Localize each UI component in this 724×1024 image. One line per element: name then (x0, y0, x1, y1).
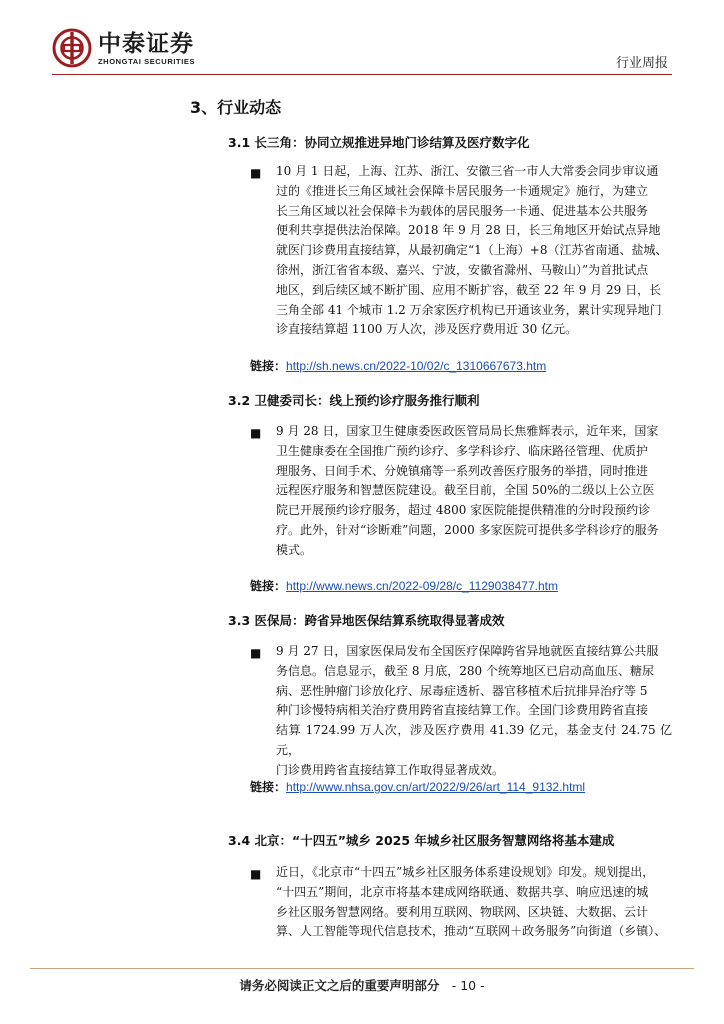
paragraph-line: 9 月 27 日，国家医保局发布全国医疗保障跨省异地就医直接结算公共服 (276, 644, 659, 658)
paragraph-line: 诊直接结算超 1100 万人次，涉及医疗费用近 30 亿元。 (276, 322, 578, 337)
paragraph (276, 863, 672, 942)
paragraph-line: 过的《推进长三角区域社会保障卡居民服务一卡通规定》施行，为建立 (276, 183, 649, 198)
source-link-row (250, 357, 546, 374)
paragraph-line: 徐州，浙江省省本级、嘉兴、宁波，安徽省滁州、马鞍山）”为首批试点 (276, 262, 649, 277)
zhongtai-logo-icon (52, 28, 92, 68)
paragraph (276, 422, 672, 561)
paragraph-line: 远程医疗服务和智慧医院建设。截至目前，全国 50%的二级以上公立医 (276, 483, 655, 498)
paragraph-line: 9 月 28 日，国家卫生健康委医政医管局局长焦雅辉表示，近年来，国家 (276, 424, 659, 438)
section-title: 3、行业动态 (190, 98, 282, 117)
source-link-row (250, 577, 558, 594)
source-link[interactable]: http://www.news.cn/2022-09/28/c_1129038477.htm (286, 579, 558, 593)
paragraph-line: 近日，《北京市“十四五”城乡社区服务体系建设规划》印发。规划提出， (276, 865, 655, 879)
paragraph-line: 理服务、日间手术、分娩镇痛等一系列改善医疗服务的举措，同时推进 (276, 463, 649, 478)
link-label: 链接： (250, 579, 287, 593)
paragraph-line: 务信息。信息显示，截至 8 月底，280 个统筹地区已启动高血压、糖尿 (276, 663, 654, 678)
subsection-heading: 3.2 卫健委司长：线上预约诊疗服务推行顺利 (228, 393, 480, 408)
paragraph-line: 门诊费用跨省直接结算工作取得显著成效。 (276, 762, 505, 777)
paragraph-line: 院已开展预约诊疗服务，超过 4800 家医院能提供精准的分时段预约诊 (276, 503, 651, 518)
paragraph-line: 乡社区服务智慧网络。要利用互联网、物联网、区块链、大数据、云计 (276, 904, 649, 919)
brand-logo (52, 28, 195, 68)
bullet-square-icon: ■ (250, 867, 262, 881)
paragraph-line: 就医门诊费用直接结算，从最初确定“1（上海）+8（江苏省南通、盐城、 (276, 243, 668, 258)
paragraph-line: “十四五”期间，北京市将基本建成网络联通、数据共享、响应迅速的城 (276, 884, 649, 899)
paragraph-line: 10 月 1 日起，上海、江苏、浙江、安徽三省一市人大常委会同步审议通 (276, 164, 659, 178)
paragraph-line: 结算 1724.99 万人次，涉及医疗费用 41.39 亿元，基金支付 24.75 亿元， (276, 723, 672, 757)
paragraph-line: 算、人工智能等现代信息技术，推动“互联网＋政务服务”向街道（乡镇）、 (276, 924, 667, 939)
paragraph (276, 162, 672, 340)
paragraph-line: 病、恶性肿瘤门诊放化疗、尿毒症透析、器官移植术后抗排异治疗等 5 (276, 683, 648, 698)
subsection-heading: 3.3 医保局：跨省异地医保结算系统取得显著成效 (228, 613, 505, 628)
footer-divider (30, 968, 694, 969)
logo-chinese-name: 中泰证券 (98, 30, 194, 57)
page-number: - 10 - (451, 978, 485, 993)
link-label: 链接： (250, 359, 287, 373)
paragraph-line: 长三角区域以社会保障卡为载体的居民服务一卡通、促进基本公共服务 (276, 203, 649, 218)
paragraph-line: 三角全部 41 个城市 1.2 万余家医疗机构已开通该业务，累计实现异地门 (276, 302, 662, 317)
source-link-row (250, 778, 585, 795)
source-link[interactable]: http://www.nhsa.gov.cn/art/2022/9/26/art_114_9132.html (286, 780, 586, 794)
subsection-heading: 3.4 北京：“十四五”城乡 2025 年城乡社区服务智慧网络将基本建成 (228, 833, 615, 848)
bullet-square-icon: ■ (250, 646, 262, 660)
paragraph-line: 地区，到后续区域不断扩围、应用不断扩容，截至 22 年 9 月 29 日，长 (276, 282, 662, 297)
source-link[interactable]: http://sh.news.cn/2022-10/02/c_1310667673.htm (286, 359, 547, 373)
bullet-square-icon: ■ (250, 426, 262, 440)
header-divider (52, 74, 672, 75)
bullet-square-icon: ■ (250, 166, 262, 180)
logo-english-name: ZHONGTAI SECURITIES (98, 56, 196, 66)
footer-disclaimer: 请务必阅读正文之后的重要声明部分 (239, 978, 440, 993)
paragraph (276, 642, 672, 781)
paragraph-line: 种门诊慢特病相关治疗费用跨省直接结算工作。全国门诊费用跨省直接 (276, 703, 649, 718)
paragraph-line: 卫生健康委在全国推广预约诊疗、多学科诊疗、临床路径管理、优质护 (276, 443, 649, 458)
footer (0, 976, 724, 994)
paragraph-line: 便利共享提供法治保障。2018 年 9 月 28 日，长三角地区开始试点异地 (276, 223, 661, 238)
paragraph-line: 疗。此外，针对“诊断难”问题，2000 多家医院可提供多学科诊疗的服务 (276, 522, 659, 537)
link-label: 链接： (250, 780, 287, 794)
subsection-heading: 3.1 长三角：协同立规推进异地门诊结算及医疗数字化 (228, 135, 530, 150)
paragraph-line: 模式。 (276, 542, 313, 557)
report-type: 行业周报 (615, 56, 668, 71)
